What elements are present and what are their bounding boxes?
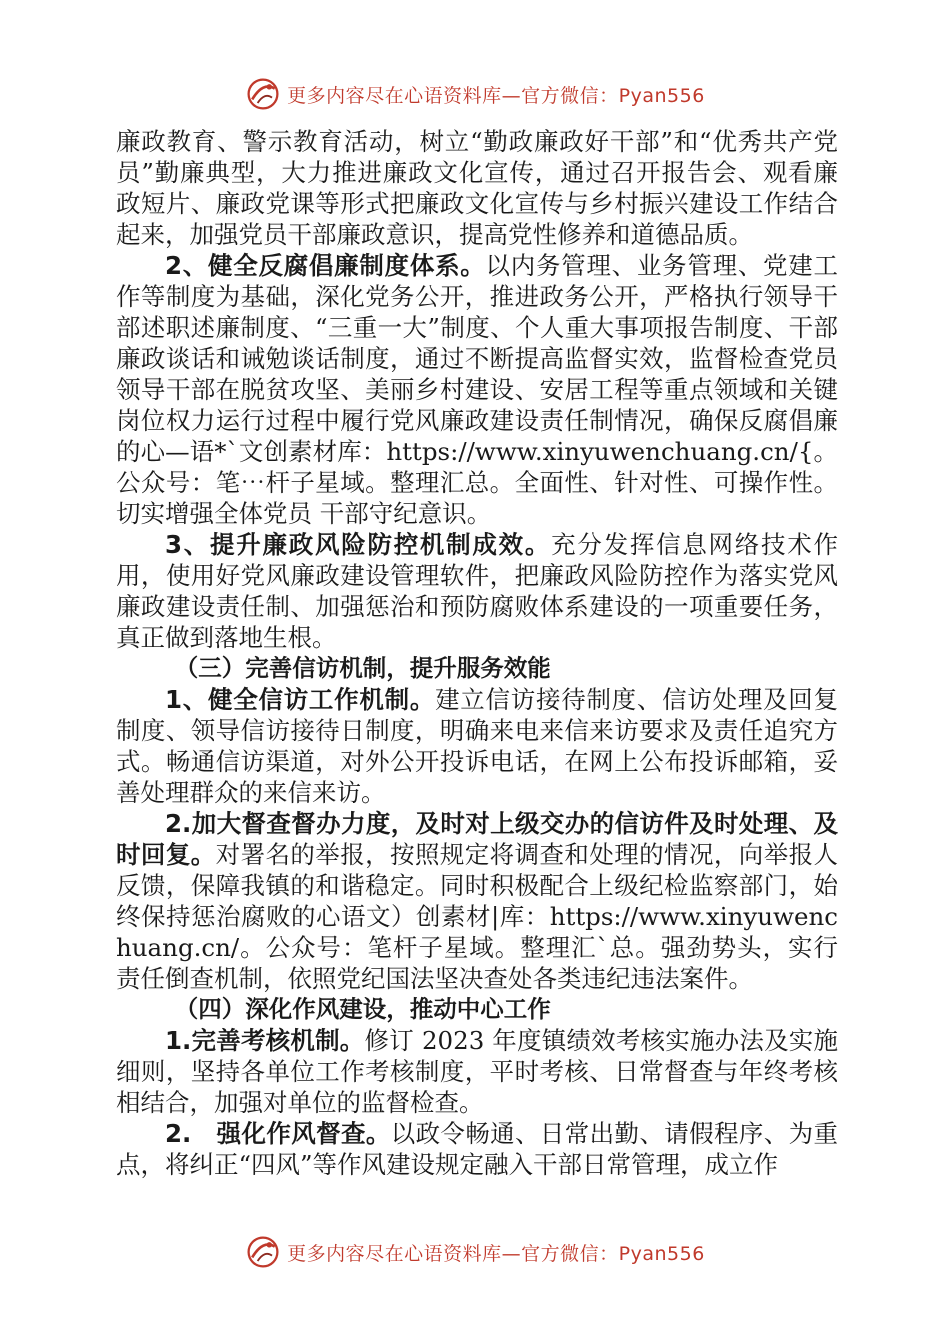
watermark-id: Pyan556 [618, 84, 705, 107]
paragraph-heading: 1.完善考核机制。 [165, 1026, 365, 1055]
watermark-text: 更多内容尽在心语资料库—官方微信：Pyan556 [287, 84, 705, 107]
paragraph-heading: 3、提升廉政风险防控机制成效。 [165, 530, 552, 559]
section-heading: （四）深化作风建设，推动中心工作 [174, 995, 551, 1023]
paragraph: 2、健全反腐倡廉制度体系。以内务管理、业务管理、党建工作等制度为基础，深化党务公开，推进政务公开，严格执行领导干部述职述廉制度、“三重一大”制度、个人重大事项报告制度、干部廉政谈话和诫勉谈话制度，通过不断提高监督实效，监督检查党员领导干部在脱贫攻坚、美丽乡村建设、安居工程等重点领域和关键岗位权力运行过程中履行党风廉政建设责任制情况，确保反腐倡廉的心—语*`文创素材库：https://www.xinyuwenchuang.cn/{。公众号：笔⋯杆子星域。整理汇总。全面性、针对性、可操作性。切实增强全体党员 干部守纪意识。 [116, 251, 839, 528]
section-heading: （三）完善信访机制，提升服务效能 [174, 654, 551, 682]
footer-watermark [0, 1232, 950, 1272]
paragraph: 3、提升廉政风险防控机制成效。充分发挥信息网络技术作用，使用好党风廉政建设管理软件，把廉政风险防控作为落实党风廉政建设责任制、加强惩治和预防腐败体系建设的一项重要任务，真正做到落地生根。 [116, 530, 839, 652]
paragraph-heading: 2. 强化作风督查。 [165, 1119, 391, 1148]
watermark-text: 更多内容尽在心语资料库—官方微信：Pyan556 [287, 1242, 705, 1265]
paragraph: 1、健全信访工作机制。建立信访接待制度、信访处理及回复制度、领导信访接待日制度，明确来电来信来访要求及责任追究方式。畅通信访渠道，对外公开投诉电话，在网上公布投诉邮箱，妥善处理群众的来信来访。 [116, 685, 839, 807]
header-watermark [0, 74, 950, 114]
paragraph: 2.加大督查督办力度，及时对上级交办的信访件及时处理、及时回复。对署名的举报，按照规定将调查和处理的情况，向举报人反馈，保障我镇的和谐稳定。同时积极配合上级纪检监察部门，始终保持惩治腐败的心语文）创素材|库：https://www.xinyuwenchuang.cn/。公众号：笔杆子星域。整理汇`总。强劲势头，实行责任倒查机制，依照党纪国法坚决查处各类违纪违法案件。 [116, 809, 839, 993]
paragraph-heading: 2、健全反腐倡廉制度体系。 [165, 251, 486, 280]
paragraph: 廉政教育、警示教育活动，树立“勤政廉政好干部”和“优秀共产党员”勤廉典型，大力推进廉政文化宣传，通过召开报告会、观看廉政短片、廉政党课等形式把廉政文化宣传与乡村振兴建设工作结合起来，加强党员干部廉政意识，提高党性修养和道德品质。 [116, 127, 838, 249]
brand-logo-icon [245, 1234, 281, 1270]
document-body [116, 126, 838, 1180]
brand-logo-icon [245, 76, 281, 112]
paragraph-heading: 1、健全信访工作机制。 [165, 685, 436, 714]
paragraph: 2. 强化作风督查。以政令畅通、日常出勤、请假程序、为重点，将纠正“四风”等作风建设规定融入干部日常管理，成立作 [116, 1119, 839, 1179]
watermark-id: Pyan556 [618, 1242, 705, 1265]
paragraph: 1.完善考核机制。修订 2023 年度镇绩效考核实施办法及实施细则，坚持各单位工作考核制度，平时考核、日常督查与年终考核相结合，加强对单位的监督检查。 [116, 1026, 838, 1117]
paragraph-heading: 2.加大督查督办力度，及时对上级交办的信访件及时处理、及时回复。 [116, 809, 838, 869]
